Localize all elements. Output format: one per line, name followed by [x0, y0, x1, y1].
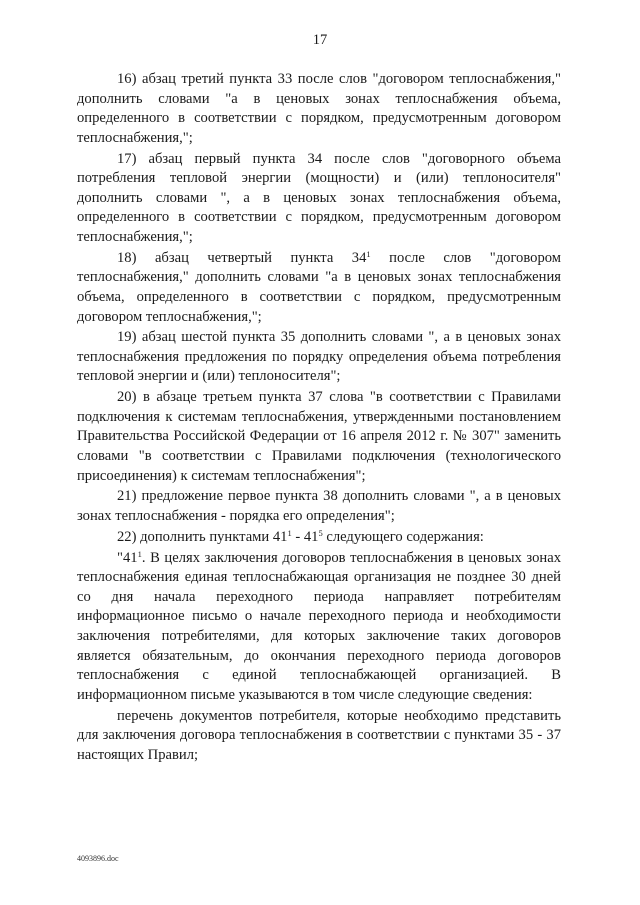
paragraph-16: 16) абзац третий пункта 33 после слов "договором теплоснабжения," дополнить словами "а в ценовых зонах теплоснабжения объема, определенного в соответствии с порядком, предусмотренным договором теплоснабжения,"; [77, 71, 561, 146]
paragraph-18 [77, 249, 561, 327]
paragraph-21: 21) предложение первое пункта 38 дополнить словами ", а в ценовых зонах теплоснабжения - порядка его определения"; [77, 488, 561, 524]
paragraph-41-1-text-b: . В целях заключения договоров теплоснабжения в ценовых зонах теплоснабжения единая теплоснабжающая организация не позднее 30 дней со дня начала переходного периода направляет потребителям информационное письмо о начале переходного периода и необходимости заключения потребителями, для которых заключение таких договоров является обязательным, до окончания переходного периода договоров теплоснабжения с единой теплоснабжающей организацией. В информационном письме указываются в том числе следующие сведения: [77, 549, 561, 703]
paragraph-document-list: перечень документов потребителя, которые необходимо представить для заключения договора теплоснабжения в соответствии с пунктами 35 - 37 настоящих Правил; [77, 707, 561, 763]
paragraph-22 [77, 528, 561, 548]
page-number: 17 [312, 32, 328, 48]
paragraph-22-superscript-2: 5 [318, 527, 323, 538]
paragraph-20: 20) в абзаце третьем пункта 37 слова "в соответствии с Правилами подключения к системам теплоснабжения, утвержденными постановлением Правительства Российской Федерации от 16 апреля 2012 г. № 307" заменить словами "в соответствии с Правилами подключения (технологического присоединения) к системам теплоснабжения"; [77, 389, 561, 484]
paragraph-19: 19) абзац шестой пункта 35 дополнить словами ", а в ценовых зонах теплоснабжения предложения по порядку определения объема потребления тепловой энергии и (или) теплоносителя"; [77, 329, 561, 385]
paragraph-22-text-c: следующего содержания: [322, 528, 484, 545]
paragraph-18-text-b: после слов "договором теплоснабжения," дополнить словами "а в ценовых зонах теплоснабжения объема, определенного в соответствии с порядком, предусмотренным договором теплоснабжения,"; [77, 249, 561, 325]
paragraph-41-1-text-a: "41 [117, 549, 138, 566]
paragraph-18-superscript: 1 [366, 248, 371, 259]
paragraph-41-1 [77, 549, 561, 706]
paragraph-18-text-a: 18) абзац четвертый пункта 34 [117, 249, 367, 266]
paragraph-22-text-b: - 41 [291, 528, 319, 545]
paragraph-22-superscript-1: 1 [287, 527, 292, 538]
paragraph-22-text-a: 22) дополнить пунктами 41 [117, 528, 288, 545]
paragraph-41-1-superscript: 1 [137, 548, 142, 559]
paragraph-17: 17) абзац первый пункта 34 после слов "договорного объема потребления тепловой энергии (мощности) и (или) теплоносителя" дополнить словами ", а в ценовых зонах теплоснабжения объема, определенного в соответствии с порядком, предусмотренным договором теплоснабжения,"; [77, 150, 561, 245]
document-body [77, 70, 561, 766]
footer-filename: 4093896.doc [77, 854, 119, 863]
